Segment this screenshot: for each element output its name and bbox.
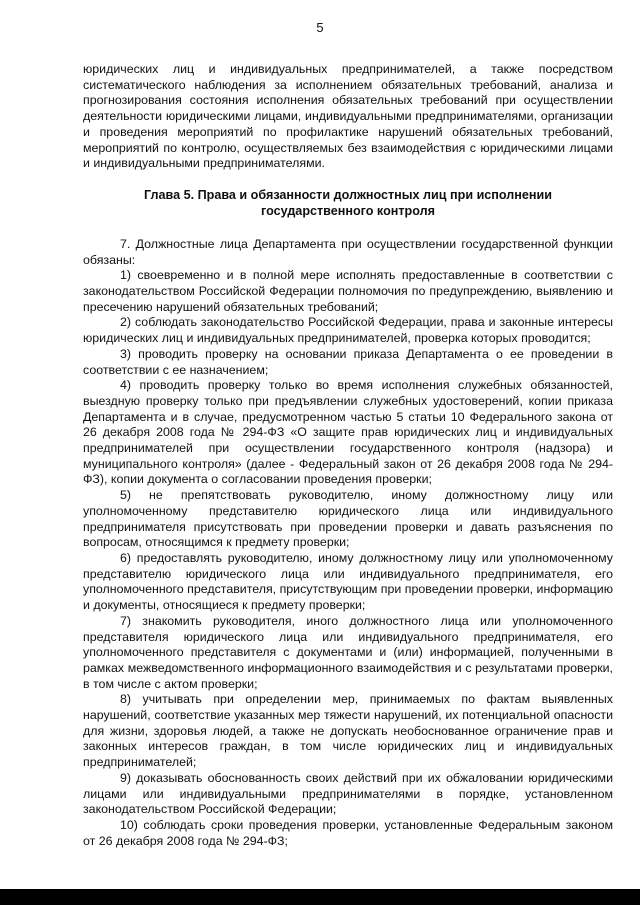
paragraph-subitem-4: 4) проводить проверку только во время исполнения служебных обязанностей, выездную проверку только при предъявлении служебных удостоверений, копии приказа Департамента и в случае, предусмотренном частью 5 статьи 10 Федерального закона от 26 декабря 2008 года № 294-ФЗ «О защите прав юридических лиц и индивидуальных предпринимателей при осуществлении государственного контроля (надзора) и муниципального контроля» (далее - Федеральный закон от 26 декабря 2008 года № 294-ФЗ), копии документа о согласовании проведения проверки; [83,378,613,487]
page-number: 5 [316,20,324,35]
paragraph-subitem-7: 7) знакомить руководителя, иного должностного лица или уполномоченного представителя юридического лица или индивидуального предпринимателя, его уполномоченного представителя с документами и (или) информацией, полученными в рамках межведомственного информационного взаимодействия и с результатами проверки, в том числе с актом проверки; [83,613,613,691]
document-body [83,62,613,849]
scan-edge-bar [0,889,640,905]
paragraph-subitem-10: 10) соблюдать сроки проведения проверки, установленные Федеральным законом от 26 декабря 2008 года № 294-ФЗ; [83,817,613,848]
chapter-title: Глава 5. Права и обязанности должностных лиц при исполнении государственного контроля [144,187,552,218]
paragraph-subitem-8: 8) учитывать при определении мер, принимаемых по фактам выявленных нарушений, соответствие указанных мер тяжести нарушений, их потенциальной опасности для жизни, здоровья людей, а также не допускать необоснованное ограничение прав и законных интересов граждан, в том числе юридических лиц и индивидуальных предпринимателей; [83,692,613,770]
paragraph-subitem-2: 2) соблюдать законодательство Российской Федерации, права и законные интересы юридических лиц и индивидуальных предпринимателей, проверка которых проводится; [83,315,613,346]
paragraph-subitem-1: 1) своевременно и в полной мере исполнять предоставленные в соответствии с законодательством Российской Федерации полномочия по предупреждению, выявлению и пресечению нарушений обязательных требований; [83,268,613,314]
paragraph-subitem-5: 5) не препятствовать руководителю, иному должностному лицу или уполномоченному представителю юридического лица или индивидуального предпринимателя присутствовать при проведении проверки и давать разъяснения по вопросам, относящимся к предмету проверки; [83,488,613,550]
paragraph-subitem-6: 6) предоставлять руководителю, иному должностному лицу или уполномоченному представителю юридического лица или индивидуального предпринимателя, его уполномоченного представителя, присутствующим при проведении проверки, информацию и документы, относящиеся к предмету проверки; [83,550,613,613]
paragraph-subitem-9: 9) доказывать обоснованность своих действий при их обжаловании юридическими лицами или индивидуальными предпринимателями в порядке, установленном законодательством Российской Федерации; [83,770,613,817]
paragraph-continuation: юридических лиц и индивидуальных предпринимателей, а также посредством систематического наблюдения за исполнением обязательных требований, анализа и прогнозирования состояния исполнения обязательных требований при осуществлении деятельности юридическими лицами, индивидуальными предпринимателями, организации и проведения мероприятий по профилактике нарушений обязательных требований, мероприятий по контролю, осуществляемых без взаимодействия с юридическими лицами и индивидуальными предпринимателями. [83,62,613,171]
paragraph-item-7: 7. Должностные лица Департамента при осуществлении государственной функции обязаны: [83,236,613,267]
paragraph-subitem-3: 3) проводить проверку на основании приказа Департамента о ее проведении в соответствии с ее назначением; [83,346,613,377]
